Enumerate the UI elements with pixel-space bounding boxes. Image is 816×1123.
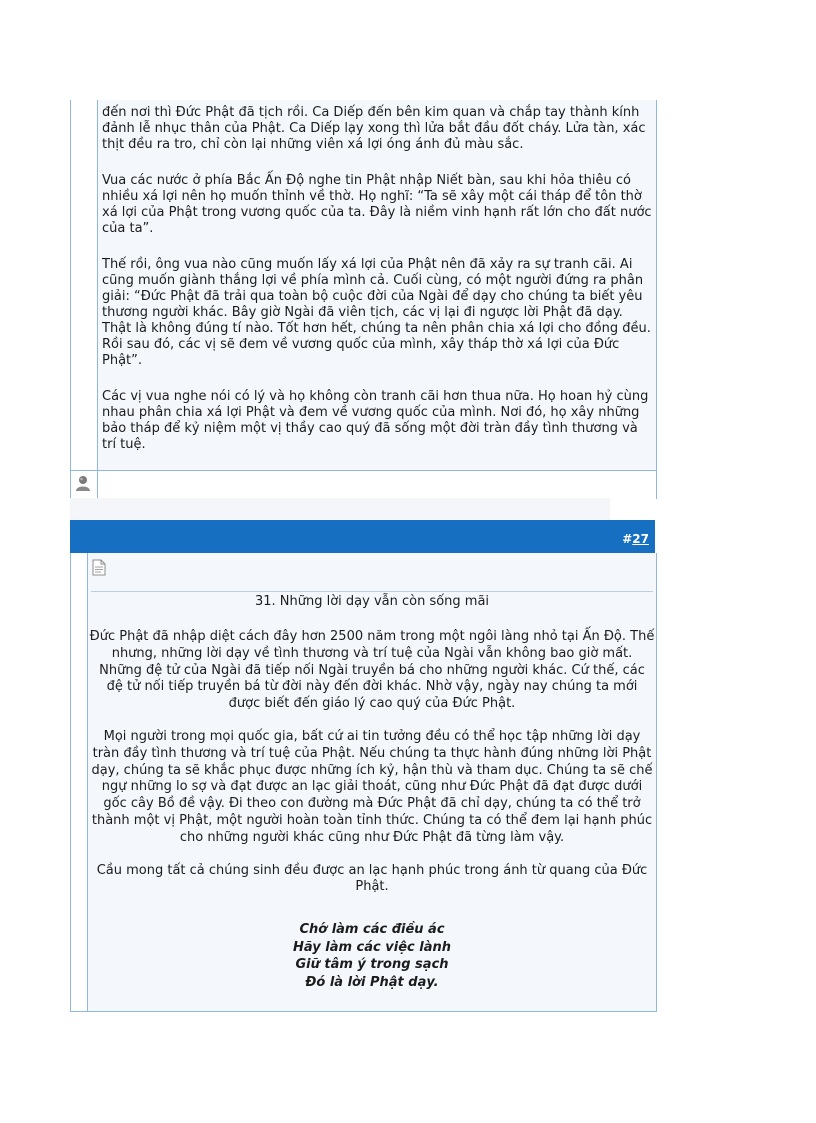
post-2 (70, 553, 657, 1012)
verse-line: Đó là lời Phật dạy. (305, 974, 439, 990)
verse-line: Giữ tâm ý trong sạch (295, 957, 449, 972)
post-2-title-separator (91, 591, 653, 592)
post-2-message (89, 629, 655, 912)
post-number[interactable]: 27 (632, 532, 649, 546)
post-2-paragraph: Cầu mong tất cả chúng sinh đều được an lạc hạnh phúc trong ánh từ quang của Đức Phật. (96, 862, 648, 895)
verse (89, 921, 655, 991)
verse-line: Hãy làm các việc lành (293, 939, 451, 955)
post-1-paragraph: Vua các nước ở phía Bắc Ấn Độ nghe tin Phật nhập Niết bàn, sau khi hỏa thiêu có nhiều xá lợi nên họ muốn thỉnh về thờ. Họ nghĩ: “Ta sẽ xây một cái tháp để tôn thờ xá lợi của Phật trong vương quốc của ta. Đây là niềm vinh hạnh rất lớn cho đất nước của ta”. (102, 173, 652, 236)
post-2-paragraph: Đức Phật đã nhập diệt cách đây hơn 2500 năm trong một ngôi làng nhỏ tại Ấn Độ. Thế nhưng, những lời dạy về tình thương và trí tuệ của Ngài vẫn không bao giờ mất. Những đệ tử của Ngài đã tiếp nối Ngài truyền bá cho những người khác. Cứ thế, các đệ tử nối tiếp truyền bá từ đời này đến đời khác. Nhờ vậy, ngày nay chúng ta mới được biết đến giáo lý cao quý của Đức Phật. (89, 629, 655, 712)
document-icon (92, 559, 106, 576)
post-1-paragraph: Thế rồi, ông vua nào cũng muốn lấy xá lợi của Phật nên đã xảy ra sự tranh cãi. Ai cũng muốn giành thắng lợi về phía mình cả. Cuối cùng, có một người đứng ra phân giải: “Đức Phật đã trải qua toàn bộ cuộc đời của Ngài để dạy cho chúng ta biết yêu thương người khác. Bây giờ Ngài đã viên tịch, các vị lại đi ngược lời Phật đã dạy. Thật là không đúng tí nào. Tốt hơn hết, chúng ta nên phân chia xá lợi cho đồng đều. Rồi sau đó, các vị sẽ đem về vương quốc của mình, xây tháp thờ xá lợi của Đức Phật”. (102, 257, 651, 368)
verse-line: Chớ làm các điều ác (299, 922, 445, 937)
post-1-footer-gutter (71, 471, 98, 499)
post-1-paragraph: Các vị vua nghe nói có lý và họ không còn tranh cãi hơn thua nữa. Họ hoan hỷ cùng nhau phân chia xá lợi Phật và đem về vương quốc của mình. Nơi đó, họ xây những bảo tháp để kỷ niệm một vị thầy cao quý đã sống một đời tràn đầy tình thương và trí tuệ. (102, 389, 649, 452)
post-2-header (70, 520, 655, 553)
post-2-paragraph: Mọi người trong mọi quốc gia, bất cứ ai tin tưởng đều có thể học tập những lời dạy tràn đầy tình thương và trí tuệ của Phật. Nếu chúng ta thực hành đúng những lời Phật dạy, chúng ta sẽ khắc phục được những ích kỷ, hận thù và tham dục. Chúng ta sẽ chế ngự những lo sợ và đạt được an lạc giải thoát, cũng như Đức Phật đã đạt được dưới gốc cây Bồ đề vậy. Đi theo con đường mà Đức Phật đã chỉ dạy, chúng ta có thể trở thành một vị Phật, một người hoàn toàn tỉnh thức. Chúng ta có thể đem lại hạnh phúc cho những người khác cũng như Đức Phật đã từng làm vậy. (91, 728, 653, 845)
post-1-footer (71, 470, 656, 499)
post-1-paragraph: đến nơi thì Đức Phật đã tịch rồi. Ca Diếp đến bên kim quan và chắp tay thành kính đảnh lễ nhục thân của Phật. Ca Diếp lạy xong thì lửa bắt đầu đốt cháy. Lửa tàn, xác thịt đều ra tro, chỉ còn lại những viên xá lợi óng ánh đủ màu sắc. (102, 105, 646, 152)
post-2-left-gutter (71, 553, 88, 1011)
post-1-message (102, 105, 654, 473)
post-1 (70, 100, 657, 499)
post-number-prefix: # (622, 532, 633, 546)
post-divider-strip (70, 498, 610, 520)
post-number-link[interactable] (622, 532, 649, 546)
post-title: 31. Những lời dạy vẫn còn sống mãi (254, 594, 490, 609)
post-1-left-gutter (71, 100, 98, 470)
user-online-icon[interactable] (74, 474, 92, 492)
